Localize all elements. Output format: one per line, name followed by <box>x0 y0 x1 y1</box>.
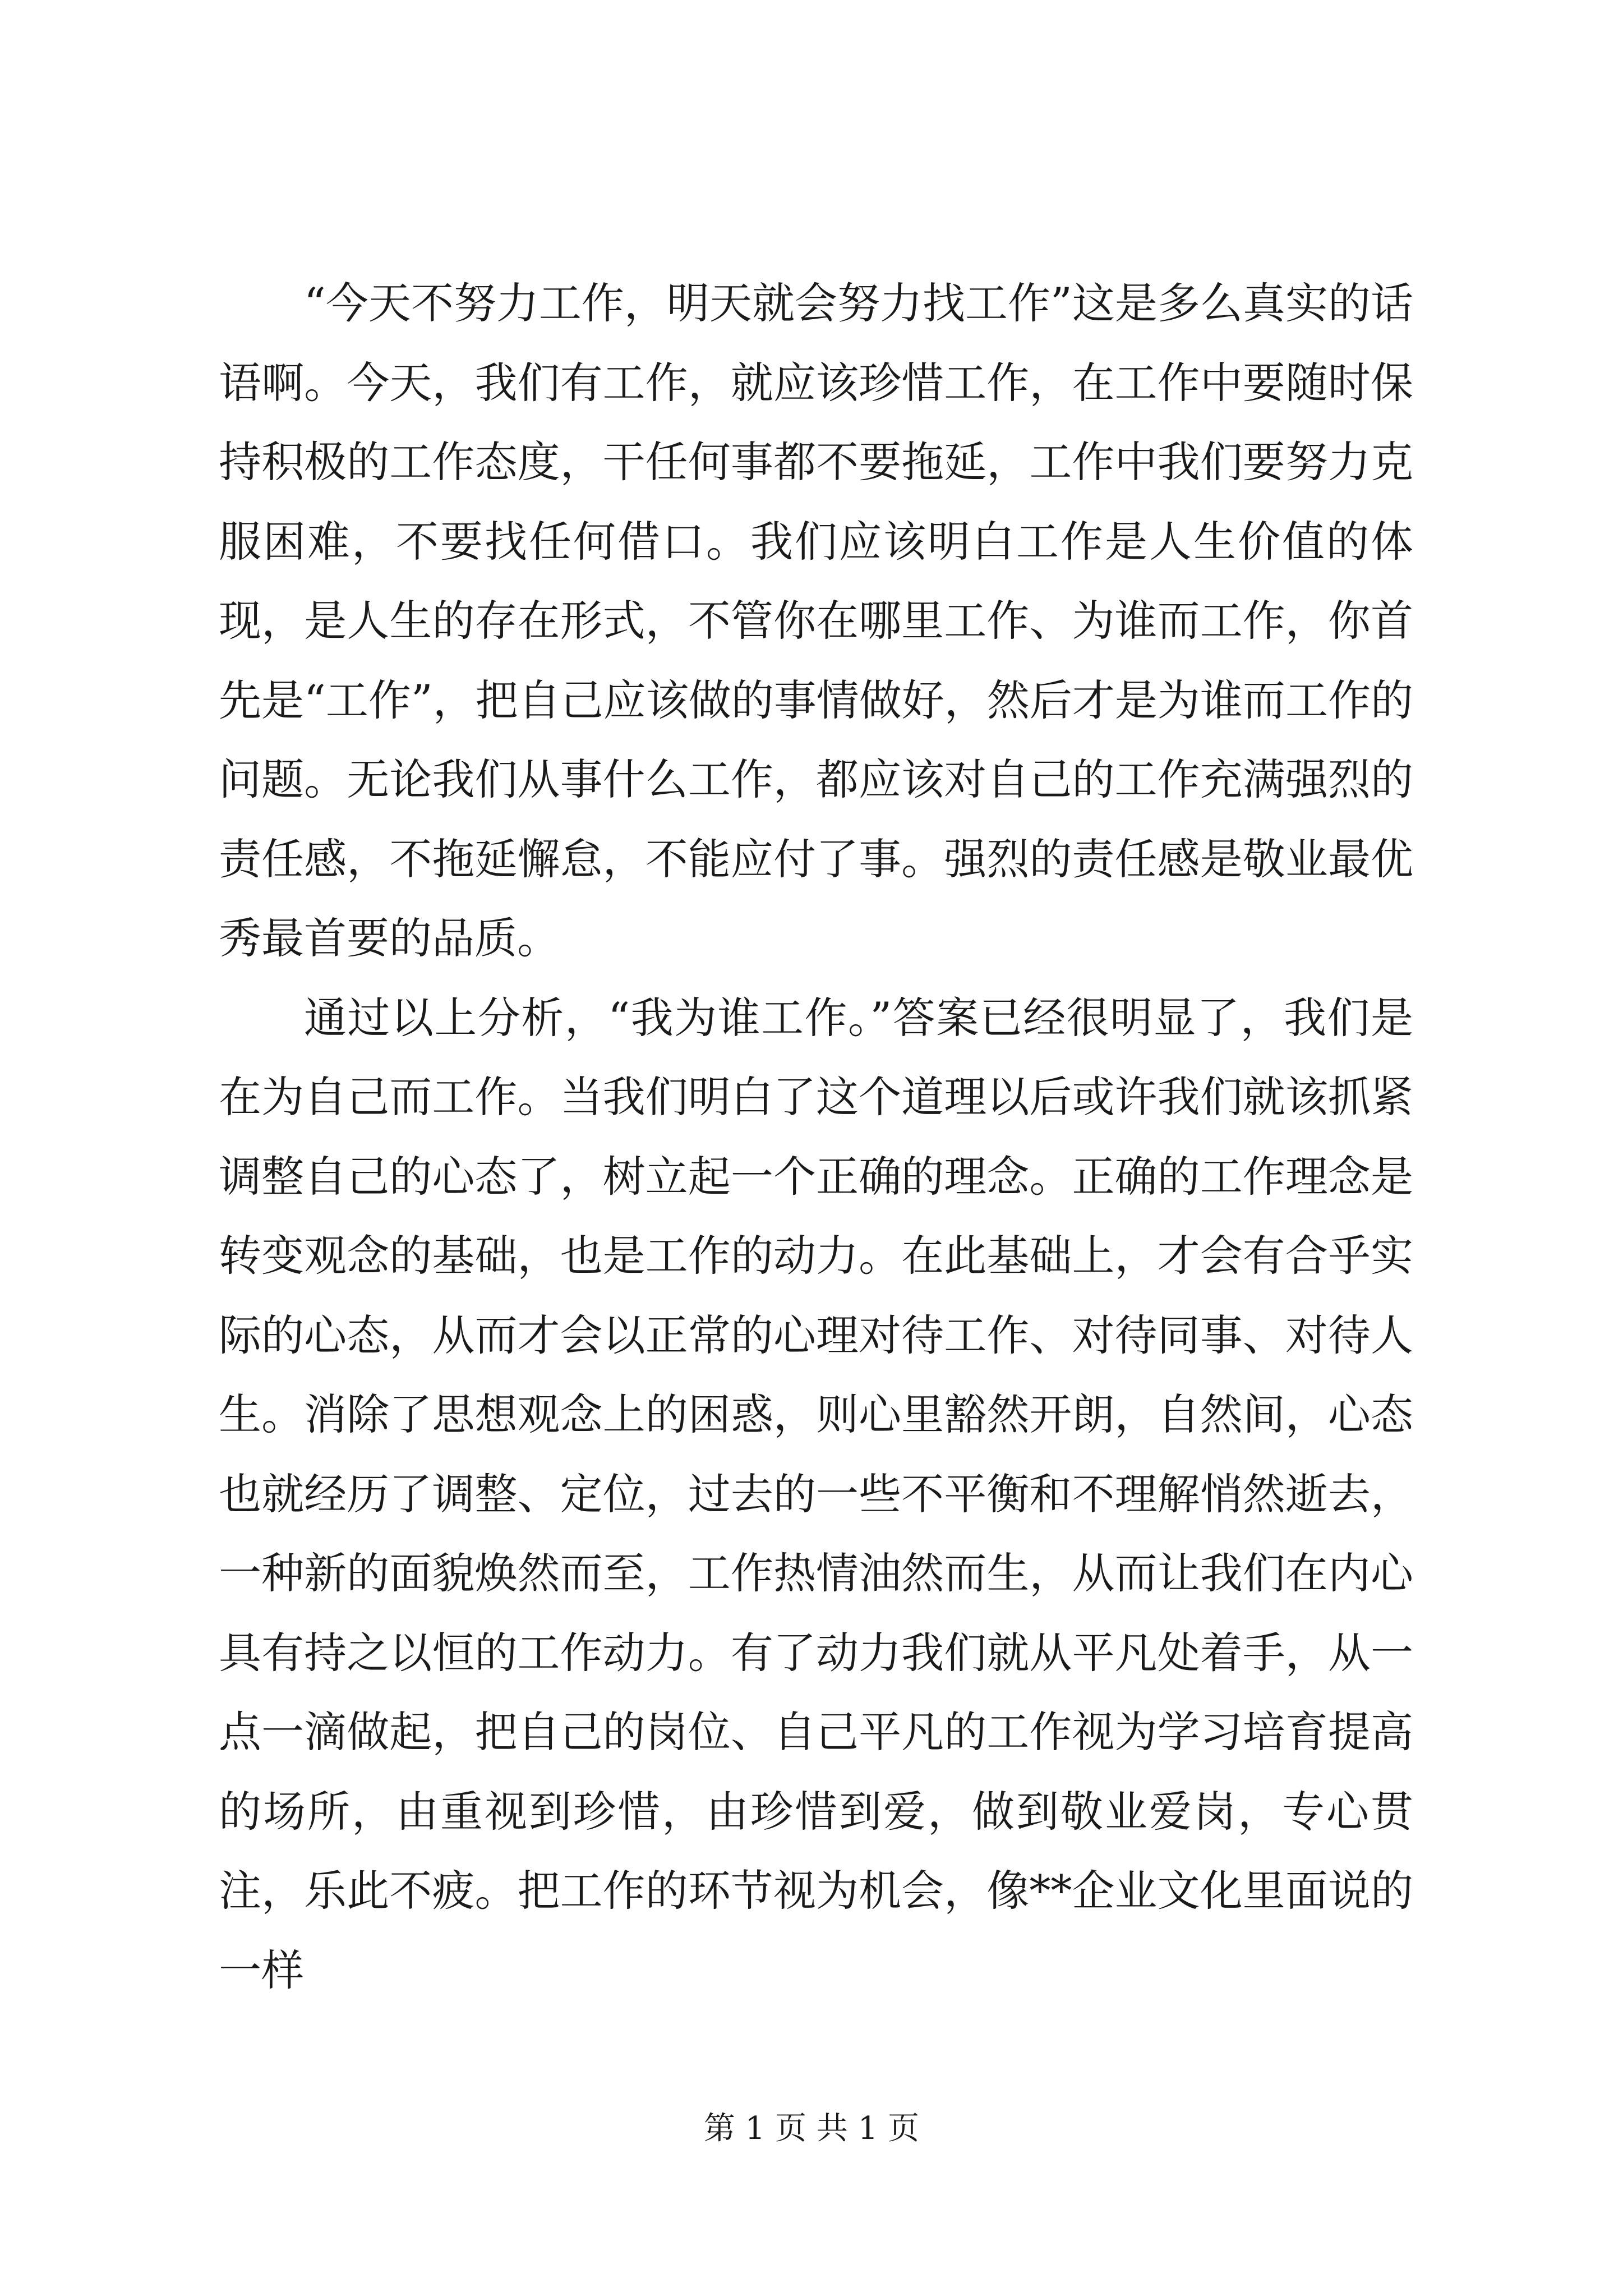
page-footer: 第 1 页 共 1 页 <box>703 2110 920 2147</box>
document-body <box>219 264 1413 2010</box>
paragraph-1: “今天不努力工作，明天就会努力找工作”这是多么真实的话语啊。今天，我们有工作，就应该珍惜工作，在工作中要随时保持积极的工作态度，干任何事都不要拖延，工作中我们要努力克服困难，不要找任何借口。我们应该明白工作是人生价值的体现，是人生的存在形式，不管你在哪里工作、为谁而工作，你首先是“工作”，把自己应该做的事情做好，然后才是为谁而工作的问题。无论我们从事什么工作，都应该对自己的工作充满强烈的责任感，不拖延懈怠，不能应付了事。强烈的责任感是敬业最优秀最首要的品质。 <box>219 278 1413 963</box>
paragraph-2: 通过以上分析，“我为谁工作。”答案已经很明显了，我们是在为自己而工作。当我们明白了这个道理以后或许我们就该抓紧调整自己的心态了，树立起一个正确的理念。正确的工作理念是转变观念的基础，也是工作的动力。在此基础上，才会有合乎实际的心态，从而才会以正常的心理对待工作、对待同事、对待人生。消除了思想观念上的困惑，则心里豁然开朗，自然间，心态也就经历了调整、定位，过去的一些不平衡和不理解悄然逝去，一种新的面貌焕然而至，工作热情油然而生，从而让我们在内心具有持之以恒的工作动力。有了动力我们就从平凡处着手，从一点一滴做起，把自己的岗位、自己平凡的工作视为学习培育提高的场所，由重视到珍惜，由珍惜到爱，做到敬业爱岗，专心贯注，乐此不疲。把工作的环节视为机会，像**企业文化里面说的一样 <box>219 992 1413 1995</box>
